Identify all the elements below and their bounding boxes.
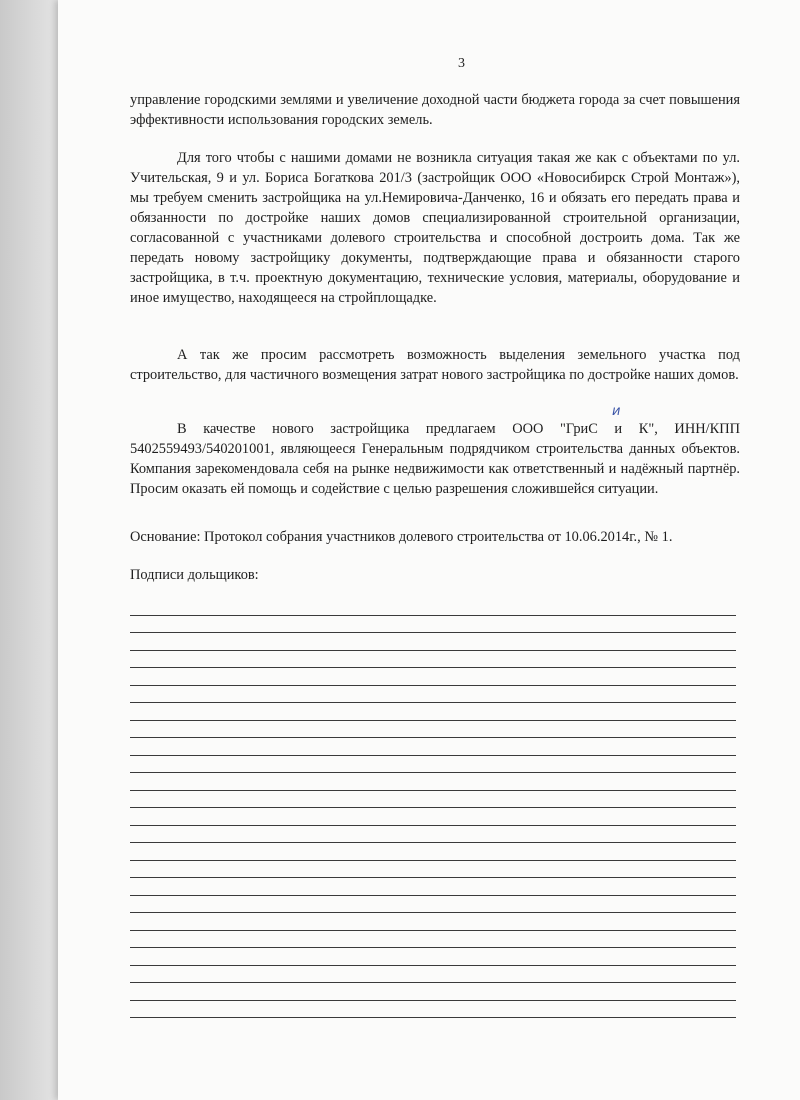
signature-line [130,843,736,861]
signature-line [130,598,736,616]
signature-line [130,686,736,704]
paragraph-land-plot-request: А так же просим рассмотреть возможность выделения земельного участка под строительство, для частичного возмещения затрат нового застройщика по достройке наших домов. [130,347,740,383]
signature-line [130,913,736,931]
signature-line [130,896,736,914]
paragraph-land-management: управление городскими землями и увеличение доходной части бюджета города за счет повышения эффективности использования городских земель. [130,92,740,128]
scanner-edge [0,0,58,1100]
signature-line [130,808,736,826]
signature-line [130,966,736,984]
signature-lines [130,598,736,1018]
signature-line [130,773,736,791]
signature-line [130,668,736,686]
signature-line [130,878,736,896]
signature-line [130,791,736,809]
signatures-label: Подписи дольщиков: [130,567,259,583]
signature-line [130,948,736,966]
signature-line [130,931,736,949]
signature-line [130,1001,736,1019]
signature-line [130,861,736,879]
signature-line [130,756,736,774]
signature-line [130,983,736,1001]
signature-line [130,651,736,669]
paragraph-new-developer: В качестве нового застройщика предлагаем ООО "ГриС и К", ИНН/КПП 5402559493/540201001, являющееся Генеральным подрядчиком строительства данных объектов. Компания зарекомендовала себя на рынке недвижимости как ответственный и надёжный партнёр. Просим оказать ей помощь и содействие с целью разрешения сложившейся ситуации. [130,421,740,497]
signature-line [130,721,736,739]
signature-line [130,616,736,634]
basis-line: Основание: Протокол собрания участников долевого строительства от 10.06.2014г., № 1. [130,529,673,545]
handwritten-correction: и [612,404,621,419]
paragraph-change-developer: Для того чтобы с нашими домами не возникла ситуация такая же как с объектами по ул. Учительская, 9 и ул. Бориса Богаткова 201/3 (застройщик ООО «Новосибирск Строй Монтаж»), мы требуем сменить застройщика на ул.Немировича-Данченко, 16 и обязать его передать права и обязанности по достройке наших домов специализированной строительной организации, согласованной с участниками долевого строительства и способной достроить дома. Так же передать новому застройщику документы, подтверждающие права и обязанности старого застройщика, в т.ч. проектную документацию, технические условия, материалы, оборудование и иное имущество, находящееся на стройплощадке. [130,150,740,306]
signature-line [130,703,736,721]
signature-line [130,738,736,756]
page-number: 3 [458,56,465,71]
signature-line [130,633,736,651]
signature-line [130,826,736,844]
